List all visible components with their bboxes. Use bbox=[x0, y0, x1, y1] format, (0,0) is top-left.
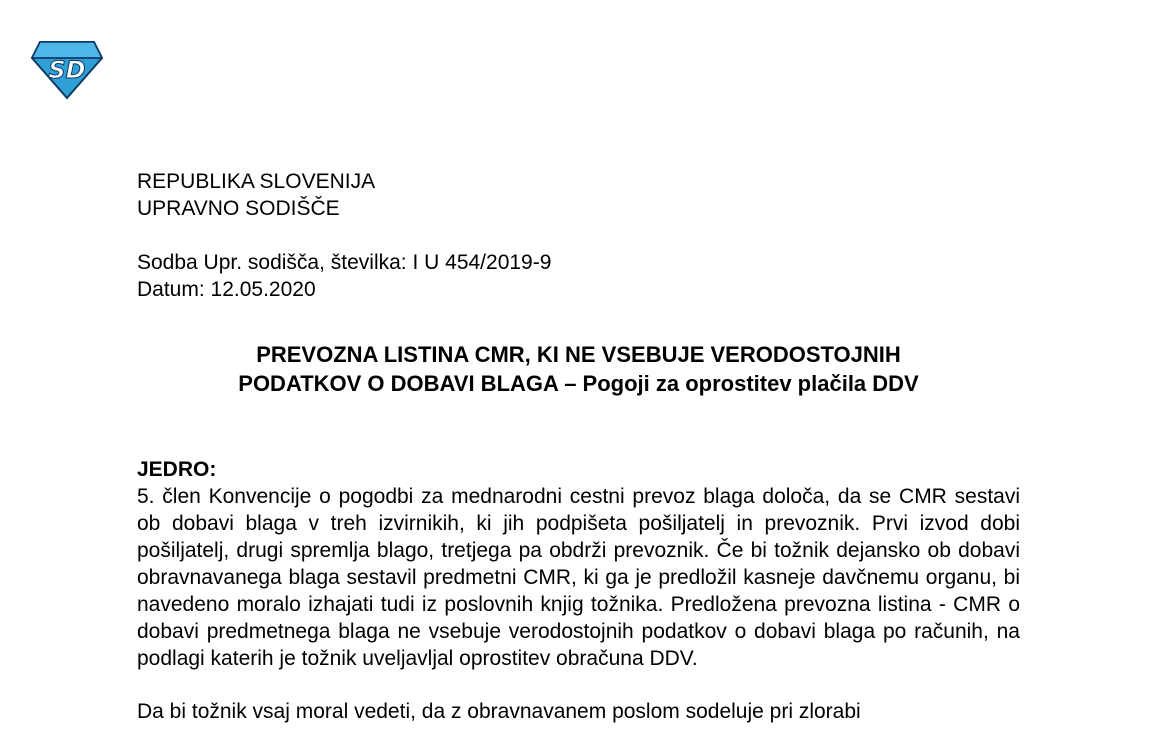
title-line-2-subtitle: Pogoji za oprostitev plačila DDV bbox=[582, 371, 919, 396]
title-line-2-main: PODATKOV O DOBAVI BLAGA – bbox=[238, 371, 583, 396]
title-line-2 bbox=[137, 369, 1020, 398]
title-line-1: PREVOZNA LISTINA CMR, KI NE VSEBUJE VERODOSTOJNIH bbox=[256, 342, 901, 367]
jedro-paragraph-1: 5. člen Konvencije o pogodbi za mednarodni cestni prevoz blaga določa, da se CMR sestavi ob dobavi blaga v treh izvirnikih, ki jih podpišeta pošiljatelj in prevoznik. Prvi izvod dobi pošiljatelj, drugi spremlja blago, tretjega pa obdrži prevoznik. Če bi tožnik dejansko ob dobavi obravnavanega blaga sestavil predmetni CMR, ki ga je predložil kasneje davčnemu organu, bi navedeno moralo izhajati tudi iz poslovnih knjig tožnika. Predložena prevozna listina - CMR o dobavi predmetnega blaga ne vsebuje verodostojnih podatkov o dobavi blaga po računih, na podlagi katerih je tožnik uveljavljal oprostitev obračuna DDV. bbox=[137, 485, 1020, 670]
jedro-heading: JEDRO: bbox=[137, 458, 217, 481]
logo bbox=[30, 40, 104, 100]
logo-text: SD bbox=[48, 56, 86, 84]
document-body bbox=[137, 168, 1020, 746]
court-republic-line: REPUBLIKA SLOVENIJA bbox=[137, 170, 376, 193]
jedro-paragraph-2: Da bi tožnik vsaj moral vedeti, da z obravnavanem poslom sodeluje pri zlorabi bbox=[137, 700, 861, 723]
case-number-line: Sodba Upr. sodišča, številka: I U 454/2019-9 bbox=[137, 251, 552, 274]
court-name-line: UPRAVNO SODIŠČE bbox=[137, 197, 340, 220]
case-date-line: Datum: 12.05.2020 bbox=[137, 278, 316, 301]
diamond-logo-icon bbox=[30, 40, 104, 100]
document-title bbox=[137, 340, 1020, 398]
